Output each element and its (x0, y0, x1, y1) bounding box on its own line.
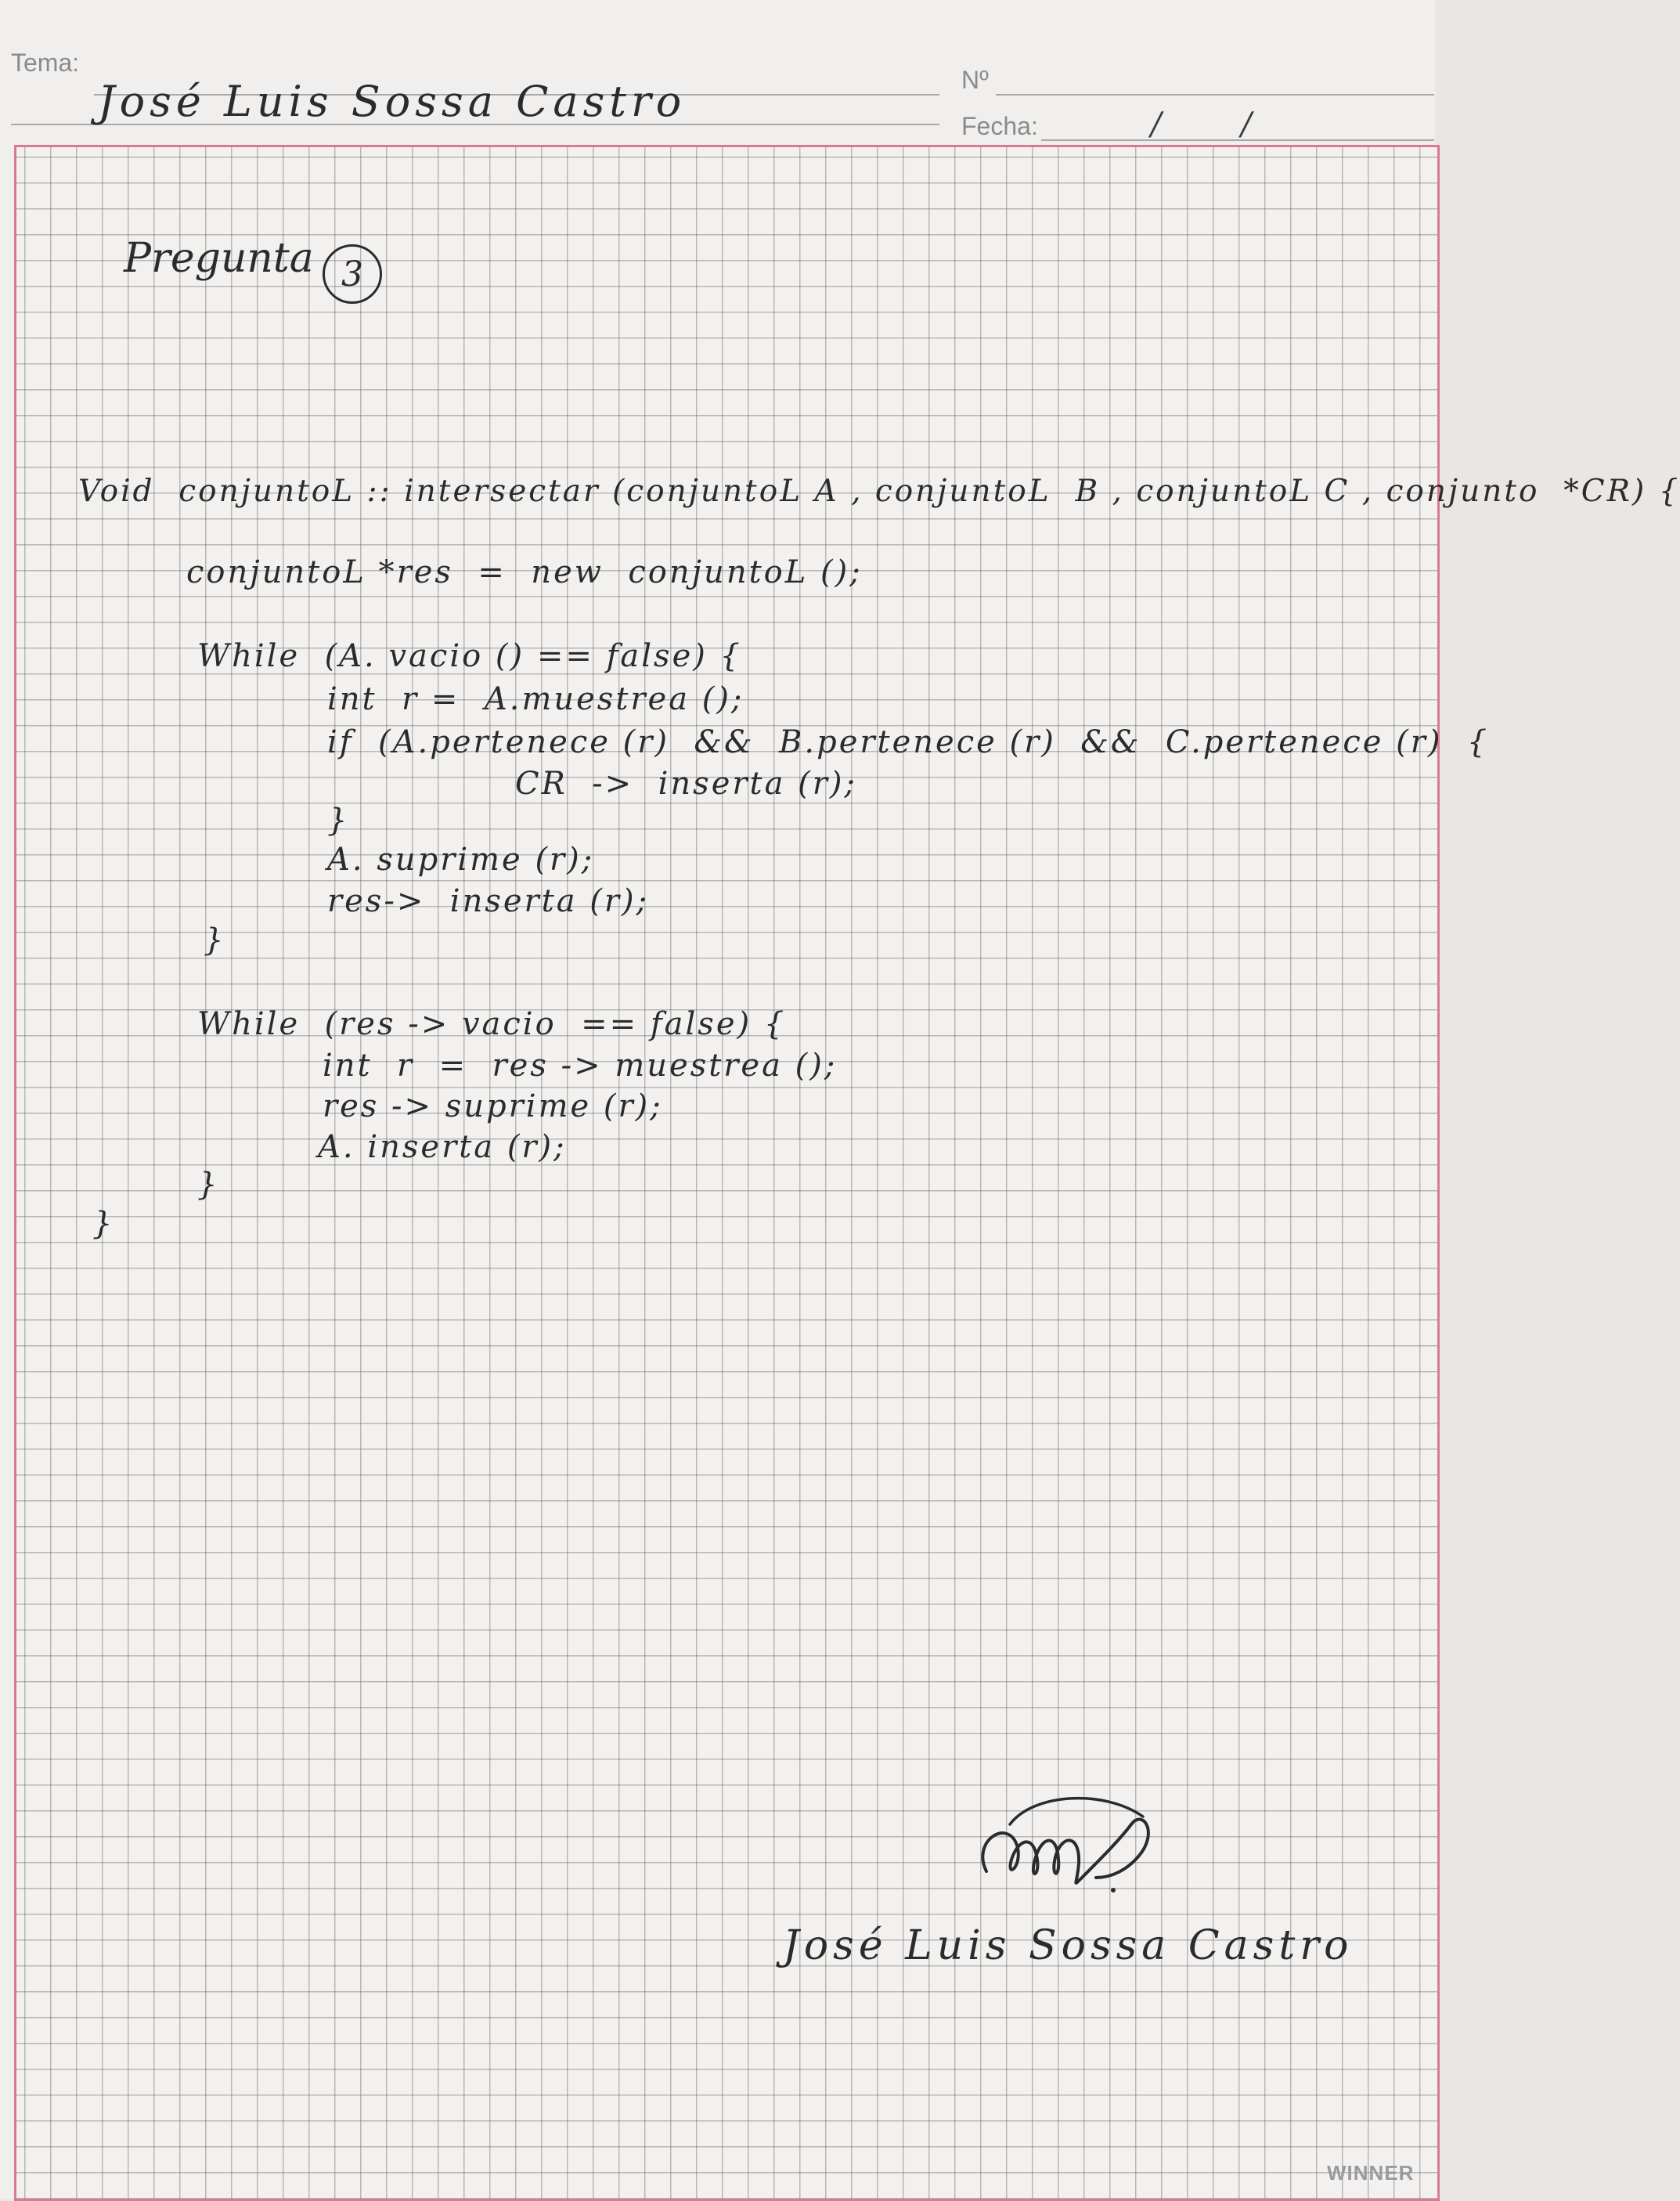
tema-label: Tema: (11, 49, 80, 77)
fecha-value: / / (1151, 106, 1252, 143)
author-name: José Luis Sossa Castro (98, 77, 687, 126)
code-line-int-r1: int r = A.muestrea (); (327, 681, 744, 717)
code-line-while2: While (res -> vacio == false) { (197, 1006, 787, 1042)
brand-logo-text: WINNER (1327, 2161, 1415, 2185)
code-line-if-close: } (327, 803, 350, 839)
code-line-cr-inserta: CR -> inserta (r); (515, 766, 857, 802)
code-line-if: if (A.pertenece (r) && B.pertenece (r) && C.pertenece (r) { (327, 724, 1490, 760)
numero-line (996, 94, 1434, 96)
code-line-signature: Void conjuntoL :: intersectar (conjuntoL A , conjuntoL B , conjuntoL C , conjunto *CR) { (78, 474, 1680, 509)
page-header (0, 0, 1435, 145)
signature-mark (963, 1785, 1166, 1918)
code-line-a-inserta: A. inserta (r); (318, 1129, 567, 1165)
code-line-suprime2: res -> suprime (r); (323, 1088, 663, 1124)
grid-area (14, 145, 1440, 2201)
numero-label: Nº (961, 66, 989, 94)
code-line-func-close: } (92, 1206, 115, 1242)
question-label: Pregunta (124, 235, 314, 282)
question-number: 3 (323, 244, 382, 304)
code-line-res-inserta: res-> inserta (r); (327, 883, 650, 919)
code-line-suprime1: A. suprime (r); (327, 842, 595, 878)
code-line-while2-close: } (197, 1167, 220, 1203)
code-line-res-decl: conjuntoL *res = new conjuntoL (); (186, 554, 863, 590)
fecha-label: Fecha: (961, 112, 1038, 140)
code-line-while1-close: } (204, 922, 226, 958)
code-line-int-r2: int r = res -> muestrea (); (323, 1048, 838, 1084)
signature-name: José Luis Sossa Castro (783, 1922, 1354, 1969)
code-line-while1: While (A. vacio () == false) { (197, 638, 743, 674)
